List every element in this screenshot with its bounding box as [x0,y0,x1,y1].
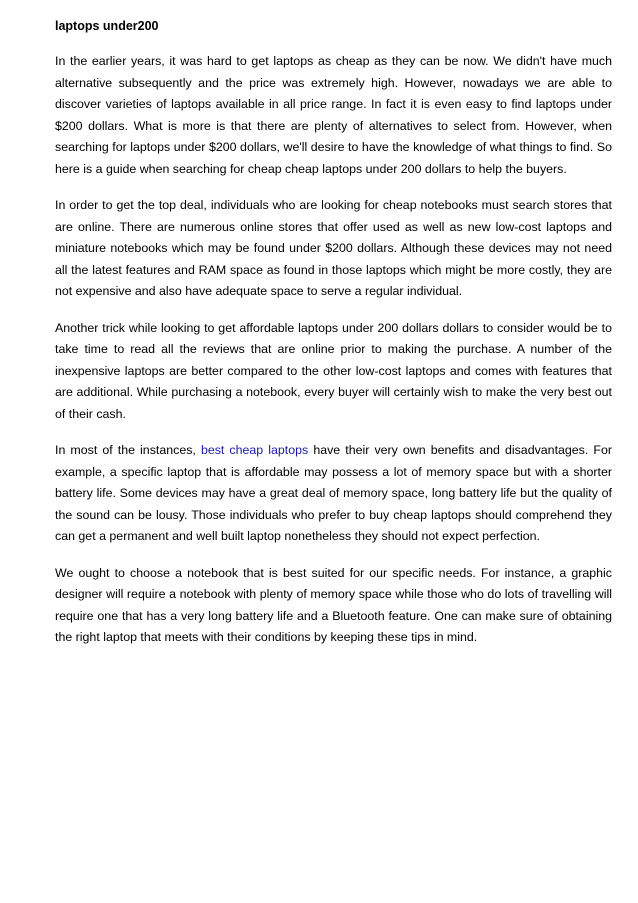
paragraph-1: In the earlier years, it was hard to get laptops as cheap as they can be now. We didn't have much alternative subsequently and the price was extremely high. However, nowadays we are able to discover varieties of laptops available in all price range. In fact it is even easy to find laptops under $200 dollars. What is more is that there are plenty of alternatives to select from. However, when searching for laptops under $200 dollars, we'll desire to have the knowledge of what things to find. So here is a guide when searching for cheap cheap laptops under 200 dollars to help the buyers. [55,54,612,176]
paragraph-5: We ought to choose a notebook that is best suited for our specific needs. For instance, a graphic designer will require a notebook with plenty of memory space while those who do lots of travelling will require one that has a very long battery life and a Bluetooth feature. One can make sure of obtaining the right laptop that meets with their conditions by keeping these tips in mind. [55,565,612,644]
paragraph-4-text-after-link: have their very own benefits and disadvantages. For example, a specific laptop that is affordable may possess a lot of memory space but with a shorter battery life. Some devices may have a great deal of memory space, long battery life but the quality of the sound can be lousy. Those individuals who prefer to buy cheap laptops should comprehend they can get a permanent and well built laptop nonetheless they should not expect perfection. [55,443,612,543]
paragraph-3: Another trick while looking to get affordable laptops under 200 dollars dollars to consider would be to take time to read all the reviews that are online prior to making the purchase. A number of the inexpensive laptops are better compared to the other low-cost laptops and comes with features that are additional. While purchasing a notebook, every buyer will certainly wish to make the very best out of their cash. [55,320,612,421]
best-cheap-laptops-link[interactable]: best cheap laptops [200,443,309,457]
paragraph-4-text-before-link: In most of the instances, [55,443,201,457]
paragraph-4 [55,440,612,548]
document-title: laptops under200 [55,19,159,33]
paragraph-2: In order to get the top deal, individuals who are looking for cheap notebooks must search stores that are online. There are numerous online stores that offer used as well as new low-cost laptops and miniature notebooks which may be found under $200 dollars. Although these devices may not need all the latest features and RAM space as found in those laptops which might be more costly, they are not expensive and also have adequate space to serve a regular individual. [55,198,612,298]
document-page [55,18,612,664]
